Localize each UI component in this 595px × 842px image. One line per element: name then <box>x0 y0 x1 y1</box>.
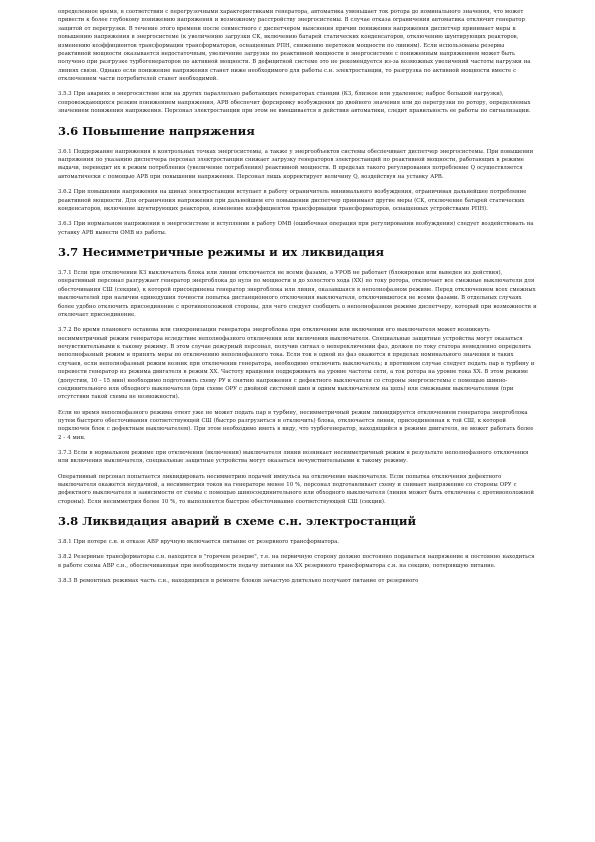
section-title-3-6: 3.6 Повышение напряжения <box>58 123 255 138</box>
paragraph-3-6-2: 3.6.2 При повышении напряжения на шинах электростанции вступает в работу ограничитель минимального возбуждения, ограничивая дальнейшее потребление реактивной мощности. Для ограничения напряжения при дальнейшем его повышении диспетчер принимает другие меры (СК, отключение батарей статических конденсаторов, включение шунтирующих реакторов, изменение коэффициентов трансформации трансформаторов, оснащенных устройствами РПН). <box>58 189 527 212</box>
section-title-3-8: 3.8 Ликвидация аварий в схеме с.н. электростанций <box>58 514 417 529</box>
paragraph-3-8-3: 3.8.3 В ремонтных режимах часть с.н., находящихся в ремонте блоков зачастую длительно получают питание от резервного <box>58 578 419 585</box>
paragraph-3-6-3: 3.6.3 При нормальном напряжении в энергосистеме и вступлении в работу ОМВ (ошибочная операция при регулировании возбуждения) следует воздействовать на уставку АРВ вывести ОМВ из работы. <box>58 221 534 236</box>
paragraph-3-7-3-cont: Оперативный персонал попытается ликвидировать несимметрию подачей импульса на отключение выключателя. Если попытка отключения дефектного выключателя окажется неудачной, а несимметрия токов на генераторе менее 10 %, персонал подготавливает схему и снимает напряжение со стороны ОРУ с дефектного выключателя в зависимости от схемы с помощью шиносоединительного или обходного выключателя (линия может быть отключена с противоположной стороны). Если несимметрия более 10 %, то выполняется быстрое обесточивание соответствующей СШ (секции). <box>58 473 534 505</box>
paragraph-3-7-3: 3.7.3 Если в нормальном режиме при отключении (включении) выключателя линии возникает несимметричный режим в результате неполнофазного отключения или включения выключателя, специальные защитные устройства могут оказаться нечувствительными к такому режиму. <box>58 450 529 465</box>
paragraph-3-7-2: 3.7.2 Во время планового останова или синхронизации генератора энергоблока при отключении или включении его выключателя может возникнуть несимметричный режим генератора вследствие неполнофазного отключения или включения выключателя. Специальные защитные устройства могут оказаться нечувствительными к такому режиму. В этом случае дежурный персонал, получив сигнал о непереключении фаз, должен по току статора немедленно определить неполнофазный режим и принять меры по отключению неполнофазного тока. Если ток в одной из фаз окажется в пределах номинального значения и таких случаев, если неполнофазный режим возник при отключении генератора, необходимо отключить выключатель; в противном случае следует подать пар в турбину и перевести генератор из режима двигателя в режим ХХ. Частоту вращения поддерживать на уровне частоты сети, а ток ротора на уровне тока ХХ. В этом режиме (допустим, 10 - 15 мин) необходимо подготовить схему РУ к снятию напряжения с дефектного выключателя со стороны энергосистемы с помощью шинно-соединительного или обходного выключателя (при схеме ОРУ с двойной системой шин и одним выключателем на цепь) или смежными выключателями (при отсутствии такой схемы не возможности). <box>58 327 535 401</box>
paragraph-3-8-1: 3.8.1 При потере с.н. и отказе АВР вручную включается питание от резервного трансформатора. <box>58 539 339 546</box>
paragraph-3-7-1: 3.7.1 Если при отключении КЗ выключатель блока или линии отключается не всеми фазами, а УРОВ не работает (блокирован или выведен из действия), оперативный персонал разгружает генератор энергоблока до нуля по мощности и до холостого хода (ХХ) по току ротора, отключает все смежные выключатели для обесточивания СШ (секции), к которой присоединены генератор энергоблока или линия, оказавшаяся в неполнофазном режиме. Перед отключением всех смежных выключателей при наличии единодушия точности попытка дистанционного отключения выключателя, отключившегося не всеми фазами. В отдельных случаях более удобно отключить присоединение с противоположной стороны, для чего следует сообщить о неполнофазном режиме диспетчеру, который при возможности и отключает присоединение. <box>58 269 537 318</box>
section-title-3-7: 3.7 Несимметричные режимы и их ликвидация <box>58 244 385 259</box>
paragraph-3-8-2: 3.8.2 Резервные трансформаторы с.н. находятся в "горячем резерве", т.е. на первичную сторону должно постоянно подаваться напряжение и постоянно находиться в работе схема АВР с.н., обеспечивающая при необходимости подачу питания на ХХ резервного трансформатора с.н. на секцию, потерявшую питание. <box>58 554 535 569</box>
paragraph-intro-continued: определенное время, в соответствии с перегрузочными характеристиками генератора, автоматика уменьшает ток ротора до номинального значения, что может привести к более глубокому понижению напряжения и возможному расстройству энергосистемы. В случае отказа ограничения автоматика отключит генератор защитой от перегрузки. В течение этого времени после совместного с диспетчером выяснения причин понижения напряжения диспетчер принимает меры к повышению напряжения в энергосистеме (к увеличению загрузки СК, включению батарей статических конденсаторов, отключению шунтирующих реакторов, изменению коэффициентов трансформации трансформаторов, оснащенных РПН, снижению перетоков мощности по линиям). Если использованы резервы реактивной мощности оказывается недостаточным, увеличение загрузки по реактивной мощности в энергосистеме с пониженным напряжением может быть получено при разгрузке турбогенераторов по активной мощности. В дефицитной системе это не рекомендуется из-за возможных увеличений частоты нагрузки на линиях связи. Однако если понижение напряжения станет ниже необходимого для работы с.н. электростанции, то разгрузка по активной мощности вместе с отключением части потребителей станет необходимой. <box>58 9 531 83</box>
paragraph-3-7-2-cont: Если во время неполнофазного режима отнят уже не может подать пар в турбину, несимметричный режим ликвидируется отключением генератора энергоблока путем быстрого обесточивания соответствующей СШ (быстро разгрузиться и отключить) блока, отключается линия, присоединенная к той СШ, к которой подключен блок с дефектным выключателем). При этом необходимо иметь в виду, что турбогенератор, находящийся в режиме двигателя, не может работать более 2 - 4 мин. <box>58 409 534 441</box>
paragraph-3-6-1: 3.6.1 Поддержание напряжения в контрольных точках энергосистемы, а также у энергообъектов системы обеспечивает диспетчер энергосистемы. При повышении напряжения по указанию диспетчера персонал электростанции снижает загрузку генераторов электростанций по реактивной мощности, работающих в режиме выдачи, переводит их в режим потребления (увеличение потребления) реактивной мощности. В пределах такого регулирования потребление Q осуществляется автоматически с помощью АРВ при повышении напряжения. Персонал лишь корректирует величину Q, воздействуя на уставку АРВ. <box>58 148 534 180</box>
paragraph-3-5-3: 3.5.3 При авариях в энергосистеме или на других параллельно работающих генераторах станции (КЗ, близкое или удаленное; наброс большой нагрузки), сопровождающихся резким понижением напряжения, АРВ обеспечит форсировку возбуждения до двойного значения или до перегрузки по ротору, определяемых значением понижения напряжения. Персонал электростанции при этом не вмешивается в действия автоматики, следит правильность ее работы по сигнализации. <box>58 91 531 115</box>
